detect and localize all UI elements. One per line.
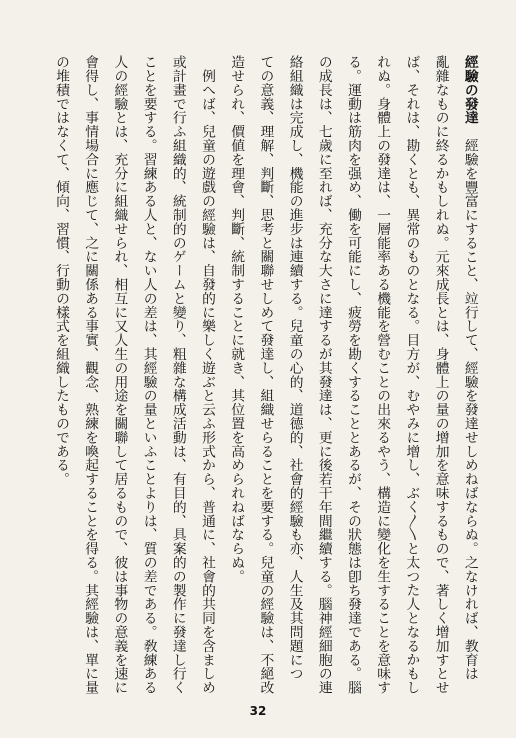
text-column xyxy=(112,55,126,694)
column-text: 經驗を豐富にすること、竝行して、經驗を發達せしめねばならぬ。之なければ、教育は xyxy=(461,138,478,681)
column-text: れぬ。身體上の發達は、一層能率ある機能を營むことの出來るやう、構造に變化を生することを意味す xyxy=(374,55,391,695)
column-text: 例へば、兒童の遊戲の經驗は、自發的に樂しく遊ぶと云ふ形式から、普通に、社會的共同を含ましめ xyxy=(198,55,215,695)
text-column xyxy=(462,55,476,681)
column-text: の成長は、七歲に至れば、充分な大さに達するが其發達は、更に後若干年間繼續する。腦神經細胞の連 xyxy=(315,55,332,695)
column-text: 絡組織は完成し、機能の進步は連續する。兒童の心的、道德的、社會的經驗も亦、人生及其問題につ xyxy=(286,55,303,681)
column-text: 或計畫で行ふ組織的、統制的のゲームと變り、粗雜な構成活動は、有目的、具案的の製作に發達し行く xyxy=(169,55,186,695)
column-text: 會得し、事情場合に應じて、之に關係ある事實、觀念、熟練を喚起することを得る。其經驗は、單に量 xyxy=(82,55,99,695)
text-column xyxy=(374,55,391,695)
column-text: る。運動は筋肉を强め、働を可能にし、疲勞を勘くすることとあるが、その狀態は卽ち發達である。腦 xyxy=(344,55,361,695)
column-text: 人の經驗とは、充分に組織せられ、相互に又人生の用途を關聯して居るもので、彼は事物の意義を速に xyxy=(111,55,128,695)
text-column xyxy=(345,55,359,694)
page-number: 32 xyxy=(249,704,267,718)
text-column xyxy=(141,55,155,694)
text-column xyxy=(316,55,330,694)
text-column xyxy=(404,55,418,694)
column-text: ことを要する。習練ある人と、ない人の差は、其經驗の量といふことよりは、質の差である。敎練ある xyxy=(140,55,157,695)
text-column xyxy=(433,55,447,694)
column-text: ば、それは、勘くとも、異常のものとなる。目方が、むやみに增し、ぶく〳〵と太つた人となるかもし xyxy=(403,55,420,695)
column-text: 亂雜なものに終るかもしれぬ。元來成長とは、身體上の量の增加を意味するもので、著しく增加すとせ xyxy=(432,55,449,695)
text-column xyxy=(258,55,272,694)
column-text: 造せられ、價値を理會、判斷、統制することに就き、其位置を高められねばならぬ。 xyxy=(228,55,245,584)
text-column xyxy=(199,55,213,694)
section-heading: 經驗の發達 xyxy=(461,55,478,139)
text-column xyxy=(287,55,301,681)
text-column xyxy=(82,55,99,695)
column-text: の堆積ではなくて、傾向、習慣、行動の樣式を組織したものである。 xyxy=(52,55,69,486)
text-column xyxy=(170,55,184,694)
text-column xyxy=(228,55,245,584)
text-column xyxy=(53,55,67,486)
column-text: ての意義、理解、判斷、思考と關聯せしめて發達し、組織せらることを要する。兒童の經驗は、不絕改 xyxy=(257,55,274,695)
